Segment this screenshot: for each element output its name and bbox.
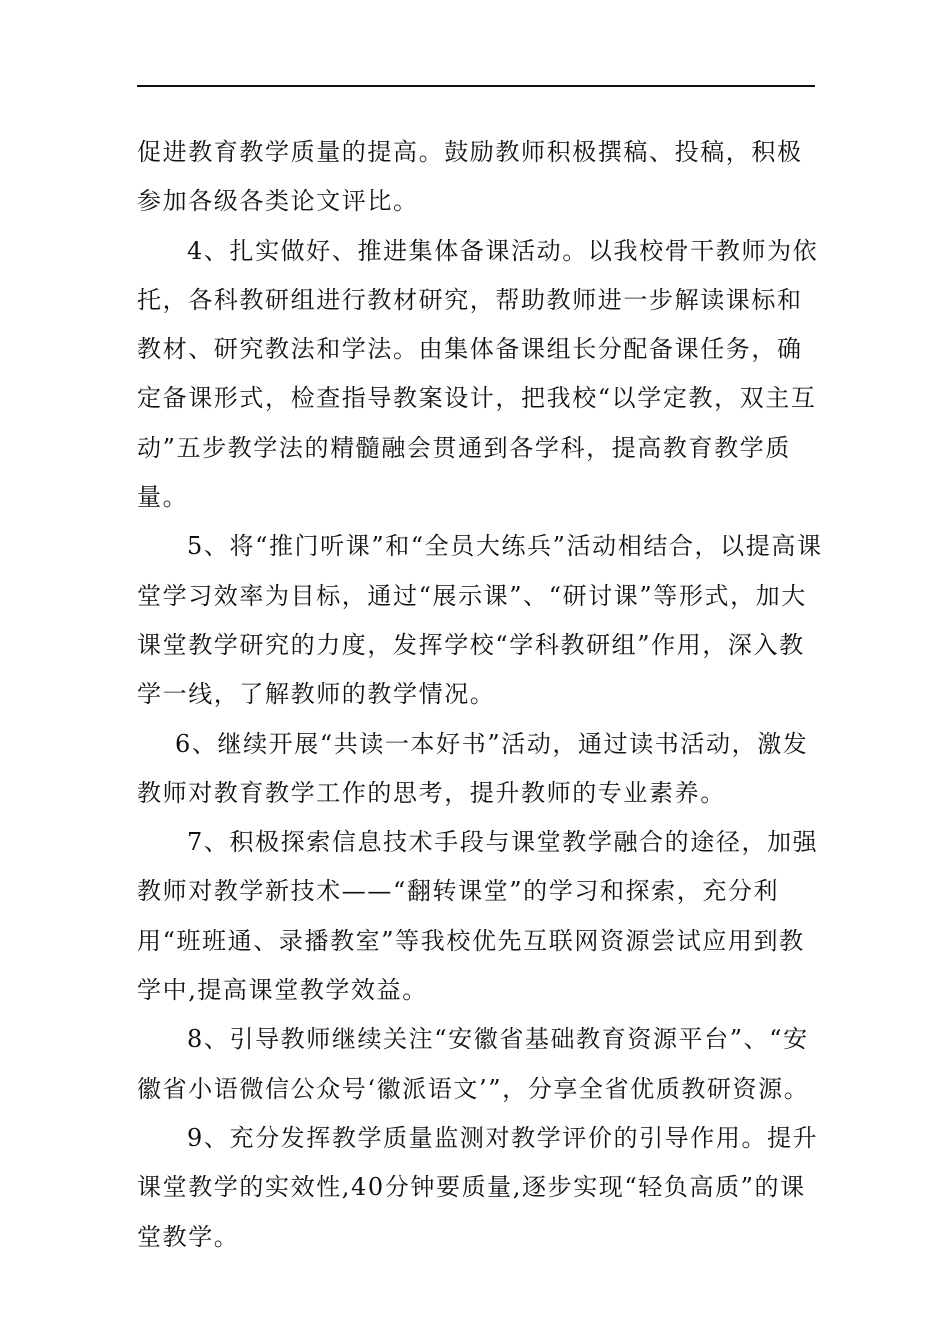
paragraph-item-4: 4、扎实做好、推进集体备课活动。以我校骨干教师为依托，各科教研组进行教材研究，帮助教师进一步解读课标和教材、研究教法和学法。由集体备课组长分配备课任务，确定备课形式，检查指导教案设计，把我校“以学定教，双主互动”五步教学法的精髓融会贯通到各学科，提高教育教学质量。	[137, 236, 819, 512]
paragraph-continuation: 促进教育教学质量的提高。鼓励教师积极撰稿、投稿，积极参加各级各类论文评比。	[137, 138, 803, 216]
paragraph-item-8: 8、引导教师继续关注“安徽省基础教育资源平台”、“安徽省小语微信公众号‘徽派语文’”，分享全省优质教研资源。	[137, 1025, 810, 1103]
paragraph-item-6: 6、继续开展“共读一本好书”活动，通过读书活动，激发教师对教育教学工作的思考，提升教师的专业素养。	[137, 729, 809, 807]
paragraph-item-5: 5、将“推门听课”和“全员大练兵”活动相结合，以提高课堂学习效率为目标，通过“展示课”、“研讨课”等形式，加大课堂教学研究的力度，发挥学校“学科教研组”作用，深入教学一线，了解教师的教学情况。	[137, 532, 823, 709]
paragraph-item-9: 9、充分发挥教学质量监测对教学评价的引导作用。提升课堂教学的实效性,40分钟要质量,逐步实现“轻负高质”的课堂教学。	[137, 1123, 819, 1251]
document-body	[137, 128, 827, 1262]
header-rule	[137, 85, 815, 87]
paragraph-item-7: 7、积极探索信息技术手段与课堂教学融合的途径，加强教师对教学新技术——“翻转课堂”的学习和探索，充分利用“班班通、录播教室”等我校优先互联网资源尝试应用到教学中,提高课堂教学效益。	[137, 828, 819, 1005]
